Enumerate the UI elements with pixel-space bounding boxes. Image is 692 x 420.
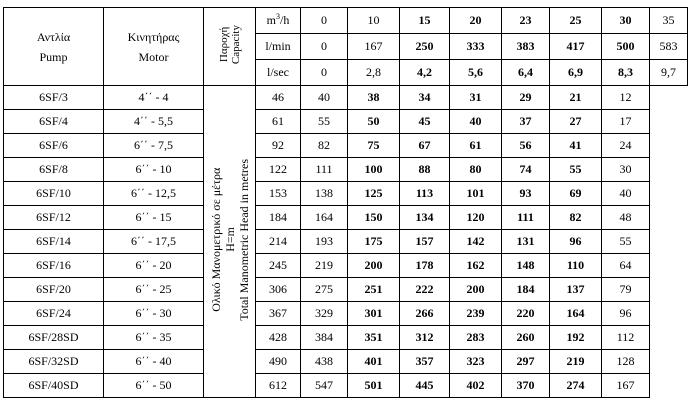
head-value: 40 [450,110,502,134]
head-value: 111 [502,206,550,230]
capacity-value: 0 [301,60,348,86]
head-value: 29 [502,86,550,110]
head-value: 297 [502,350,550,374]
table-body [4,8,688,398]
pump-model: 6SF/32SD [4,350,104,374]
head-value: 45 [400,110,450,134]
head-value: 34 [400,86,450,110]
head-value: 162 [450,254,502,278]
head-value: 55 [301,110,348,134]
capacity-value: 250 [400,34,450,60]
pump-model: 6SF/10 [4,182,104,206]
head-value: 167 [602,374,650,398]
head-value: 96 [602,302,650,326]
head-value: 193 [301,230,348,254]
head-value: 329 [301,302,348,326]
head-value: 40 [301,86,348,110]
head-value: 150 [348,206,400,230]
capacity-unit [256,8,301,34]
head-value: 323 [450,350,502,374]
head-value: 24 [602,134,650,158]
head-value: 82 [301,134,348,158]
head-value: 37 [502,110,550,134]
capacity-header-english: Capacity [229,24,242,65]
head-value: 96 [550,230,602,254]
capacity-value: 417 [550,34,602,60]
capacity-value: 15 [400,8,450,34]
table-row [4,254,688,278]
head-value: 79 [602,278,650,302]
head-value: 41 [550,134,602,158]
capacity-value: 167 [348,34,400,60]
capacity-header [204,8,256,86]
capacity-unit-base: l/min [265,39,291,53]
motor-spec: 6΄΄ - 15 [104,206,204,230]
capacity-value: 20 [450,8,502,34]
head-value: 56 [502,134,550,158]
pump-model: 6SF/28SD [4,326,104,350]
header-row [4,8,688,34]
head-value: 88 [400,158,450,182]
motor-spec: 6΄΄ - 10 [104,158,204,182]
head-value: 17 [602,110,650,134]
head-value: 283 [450,326,502,350]
head-label-english: Total Manometric Head in metres [236,158,251,321]
table-row [4,302,688,326]
head-value: 547 [301,374,348,398]
capacity-value: 6,9 [550,60,602,86]
head-value: 122 [256,158,301,182]
pump-model: 6SF/6 [4,134,104,158]
head-value: 50 [348,110,400,134]
motor-spec: 6΄΄ - 17,5 [104,230,204,254]
head-value: 113 [400,182,450,206]
head-value: 220 [502,302,550,326]
table-row [4,158,688,182]
head-value: 501 [348,374,400,398]
head-value: 219 [301,254,348,278]
pump-model: 6SF/40SD [4,374,104,398]
pump-model: 6SF/3 [4,86,104,110]
head-value: 153 [256,182,301,206]
pump-model: 6SF/14 [4,230,104,254]
head-value: 266 [400,302,450,326]
table-row [4,350,688,374]
pump-model: 6SF/12 [4,206,104,230]
motor-spec: 6΄΄ - 20 [104,254,204,278]
table-row [4,374,688,398]
head-value: 367 [256,302,301,326]
table-row [4,326,688,350]
motor-header-english: Motor [138,49,169,64]
pump-model: 6SF/4 [4,110,104,134]
pump-model: 6SF/20 [4,278,104,302]
head-value: 222 [400,278,450,302]
capacity-value: 333 [450,34,502,60]
table-row [4,110,688,134]
pump-performance-table [3,7,688,398]
head-value: 92 [256,134,301,158]
capacity-value: 2,8 [348,60,400,86]
head-value: 301 [348,302,400,326]
pump-header [4,8,104,86]
head-value: 112 [602,326,650,350]
table-row [4,230,688,254]
motor-header-greek: Κινητήρας [127,29,180,44]
head-value: 30 [602,158,650,182]
head-label-symbol: H=m [222,227,237,252]
head-value: 402 [450,374,502,398]
capacity-unit-base: m [266,13,276,27]
head-value: 75 [348,134,400,158]
capacity-value: 383 [502,34,550,60]
head-value: 401 [348,350,400,374]
capacity-value: 10 [348,8,400,34]
head-value: 46 [256,86,301,110]
head-value: 27 [550,110,602,134]
head-value: 48 [602,206,650,230]
capacity-value: 23 [502,8,550,34]
capacity-value: 0 [301,34,348,60]
capacity-unit [256,60,301,86]
head-value: 74 [502,158,550,182]
head-value: 55 [550,158,602,182]
capacity-value: 6,4 [502,60,550,86]
head-label-greek: Ολικό Μανομετρικό σε μέτρα [208,167,223,312]
head-value: 214 [256,230,301,254]
head-value: 80 [450,158,502,182]
head-value: 438 [301,350,348,374]
head-value: 148 [502,254,550,278]
head-value: 110 [550,254,602,278]
head-value: 67 [400,134,450,158]
capacity-unit [256,34,301,60]
head-value: 219 [550,350,602,374]
head-value: 612 [256,374,301,398]
head-value: 157 [400,230,450,254]
head-value: 138 [301,182,348,206]
head-value: 490 [256,350,301,374]
head-value: 275 [301,278,348,302]
head-value: 100 [348,158,400,182]
head-value: 184 [502,278,550,302]
head-value: 38 [348,86,400,110]
head-value: 21 [550,86,602,110]
head-value: 61 [450,134,502,158]
table-row [4,86,688,110]
head-label-cell [204,86,256,398]
head-value: 164 [550,302,602,326]
table-row [4,182,688,206]
capacity-unit-sup: 3 [276,12,280,21]
head-value: 12 [602,86,650,110]
motor-spec: 6΄΄ - 50 [104,374,204,398]
head-value: 128 [602,350,650,374]
motor-spec: 6΄΄ - 35 [104,326,204,350]
table-row [4,278,688,302]
head-value: 101 [450,182,502,206]
capacity-value: 4,2 [400,60,450,86]
motor-spec: 6΄΄ - 30 [104,302,204,326]
head-value: 178 [400,254,450,278]
head-value: 260 [502,326,550,350]
motor-spec: 6΄΄ - 25 [104,278,204,302]
head-value: 111 [301,158,348,182]
head-value: 274 [550,374,602,398]
motor-spec: 6΄΄ - 12,5 [104,182,204,206]
pump-model: 6SF/8 [4,158,104,182]
motor-spec: 4΄΄ - 5,5 [104,110,204,134]
pump-header-english: Pump [39,49,68,64]
capacity-unit-tail: /h [280,13,290,27]
table-row [4,134,688,158]
head-value: 69 [550,182,602,206]
motor-spec: 4΄΄ - 4 [104,86,204,110]
head-value: 370 [502,374,550,398]
head-value: 137 [550,278,602,302]
motor-header [104,8,204,86]
head-value: 40 [602,182,650,206]
head-value: 164 [301,206,348,230]
head-value: 184 [256,206,301,230]
pump-model: 6SF/24 [4,302,104,326]
head-value: 61 [256,110,301,134]
head-value: 192 [550,326,602,350]
capacity-unit-base: l/sec [267,65,289,79]
head-value: 64 [602,254,650,278]
capacity-header-greek: Παροχή [217,26,230,63]
head-value: 175 [348,230,400,254]
head-value: 251 [348,278,400,302]
head-value: 351 [348,326,400,350]
capacity-value: 500 [602,34,650,60]
capacity-value: 0 [301,8,348,34]
head-value: 120 [450,206,502,230]
head-value: 55 [602,230,650,254]
head-label [209,159,251,321]
head-value: 428 [256,326,301,350]
head-value: 306 [256,278,301,302]
head-value: 125 [348,182,400,206]
head-value: 200 [348,254,400,278]
capacity-value: 5,6 [450,60,502,86]
head-value: 131 [502,230,550,254]
pump-model: 6SF/16 [4,254,104,278]
capacity-value: 35 [650,8,688,34]
head-value: 445 [400,374,450,398]
motor-spec: 6΄΄ - 40 [104,350,204,374]
capacity-value: 583 [650,34,688,60]
capacity-value: 8,3 [602,60,650,86]
head-value: 93 [502,182,550,206]
head-value: 31 [450,86,502,110]
head-value: 142 [450,230,502,254]
head-value: 245 [256,254,301,278]
head-value: 239 [450,302,502,326]
head-value: 384 [301,326,348,350]
motor-spec: 6΄΄ - 7,5 [104,134,204,158]
pump-header-greek: Αντλία [36,29,71,44]
head-value: 82 [550,206,602,230]
capacity-value: 25 [550,8,602,34]
head-value: 357 [400,350,450,374]
capacity-value: 30 [602,8,650,34]
capacity-value: 9,7 [650,60,688,86]
head-value: 312 [400,326,450,350]
head-value: 134 [400,206,450,230]
head-value: 200 [450,278,502,302]
table-row [4,206,688,230]
